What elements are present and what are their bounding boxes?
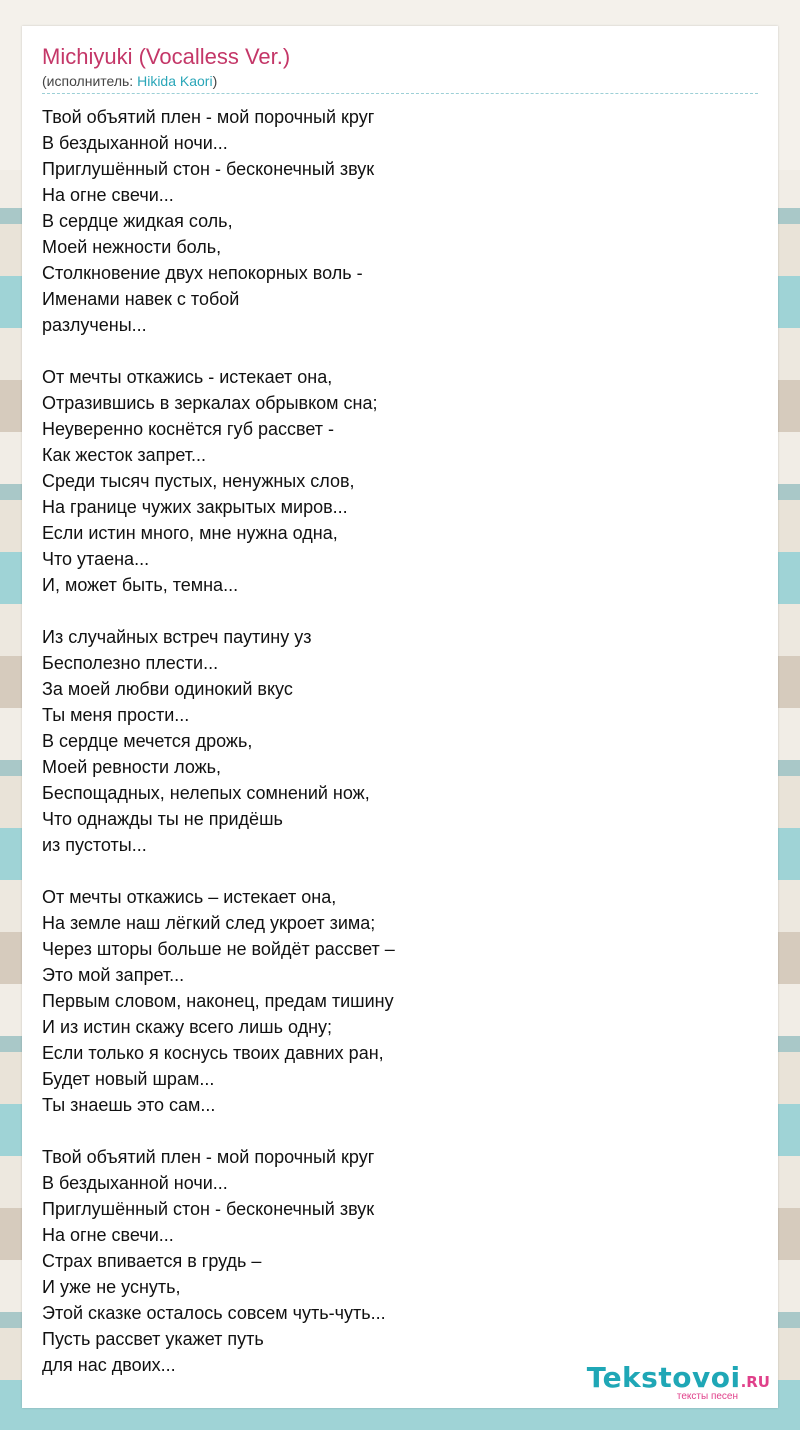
- lyric-line: для нас двоих...: [42, 1355, 176, 1375]
- lyric-line: Твой объятий плен - мой порочный круг: [42, 1147, 375, 1167]
- artist-link[interactable]: Hikida Kaori: [137, 73, 213, 89]
- lyric-line: Приглушённый стон - бесконечный звук: [42, 159, 375, 179]
- lyric-line: За моей любви одинокий вкус: [42, 679, 293, 699]
- lyric-line: На огне свечи...: [42, 185, 174, 205]
- artist-line: [42, 72, 217, 90]
- logo-tagline: тексты песен: [676, 1391, 738, 1402]
- lyrics-stanza: [42, 884, 742, 1118]
- lyrics-stanza: [42, 104, 742, 338]
- lyric-line: Приглушённый стон - бесконечный звук: [42, 1199, 375, 1219]
- lyric-line: Именами навек с тобой: [42, 289, 240, 309]
- lyric-line: От мечты откажись – истекает она,: [42, 887, 337, 907]
- logo-tld: .RU: [740, 1373, 770, 1391]
- artist-suffix: ): [212, 73, 218, 89]
- lyric-line: из пустоты...: [42, 835, 147, 855]
- lyric-line: Если истин много, мне нужна одна,: [42, 523, 338, 543]
- site-logo[interactable]: [550, 1363, 770, 1403]
- lyric-line: На огне свечи...: [42, 1225, 174, 1245]
- lyrics-card: [22, 26, 778, 1408]
- lyric-line: Что утаена...: [42, 549, 150, 569]
- lyric-line: И, может быть, темна...: [42, 575, 239, 595]
- artist-prefix: (исполнитель:: [42, 73, 138, 89]
- lyric-line: разлучены...: [42, 315, 147, 335]
- logo-name: Tekstovoi: [586, 1361, 741, 1394]
- lyric-line: Будет новый шрам...: [42, 1069, 215, 1089]
- lyric-line: Это мой запрет...: [42, 965, 185, 985]
- title-divider: [42, 93, 758, 94]
- lyric-line: Если только я коснусь твоих давних ран,: [42, 1043, 384, 1063]
- lyrics-stanza: [42, 364, 742, 598]
- lyric-line: В сердце жидкая соль,: [42, 211, 233, 231]
- lyric-line: Страх впивается в грудь –: [42, 1251, 262, 1271]
- lyrics-stanza: [42, 624, 742, 858]
- lyrics-text: [42, 104, 742, 1404]
- lyric-line: Этой сказке осталось совсем чуть-чуть...: [42, 1303, 386, 1323]
- lyric-line: Бесполезно плести...: [42, 653, 219, 673]
- lyric-line: Что однажды ты не придёшь: [42, 809, 283, 829]
- lyric-line: Отразившись в зеркалах обрывком сна;: [42, 393, 378, 413]
- lyric-line: В бездыханной ночи...: [42, 133, 228, 153]
- lyric-line: На границе чужих закрытых миров...: [42, 497, 348, 517]
- lyric-line: Ты меня прости...: [42, 705, 190, 725]
- lyric-line: В бездыханной ночи...: [42, 1173, 228, 1193]
- lyric-line: Через шторы больше не войдёт рассвет –: [42, 939, 395, 959]
- lyric-line: Неуверенно коснётся губ рассвет -: [42, 419, 335, 439]
- lyric-line: В сердце мечется дрожь,: [42, 731, 253, 751]
- lyric-line: Ты знаешь это сам...: [42, 1095, 216, 1115]
- lyric-line: Как жесток запрет...: [42, 445, 207, 465]
- lyrics-stanza: [42, 1144, 742, 1378]
- lyric-line: Твой объятий плен - мой порочный круг: [42, 107, 375, 127]
- song-title: Michiyuki (Vocalless Ver.): [42, 44, 291, 69]
- lyric-line: Моей ревности ложь,: [42, 757, 222, 777]
- lyric-line: Среди тысяч пустых, ненужных слов,: [42, 471, 355, 491]
- lyric-line: Пусть рассвет укажет путь: [42, 1329, 264, 1349]
- lyric-line: Из случайных встреч паутину уз: [42, 627, 312, 647]
- lyric-line: На земле наш лёгкий след укроет зима;: [42, 913, 376, 933]
- lyric-line: Столкновение двух непокорных воль -: [42, 263, 363, 283]
- lyric-line: От мечты откажись - истекает она,: [42, 367, 333, 387]
- lyric-line: И из истин скажу всего лишь одну;: [42, 1017, 333, 1037]
- lyric-line: Моей нежности боль,: [42, 237, 222, 257]
- lyric-line: Первым словом, наконец, предам тишину: [42, 991, 394, 1011]
- lyric-line: Беспощадных, нелепых сомнений нож,: [42, 783, 370, 803]
- lyric-line: И уже не уснуть,: [42, 1277, 181, 1297]
